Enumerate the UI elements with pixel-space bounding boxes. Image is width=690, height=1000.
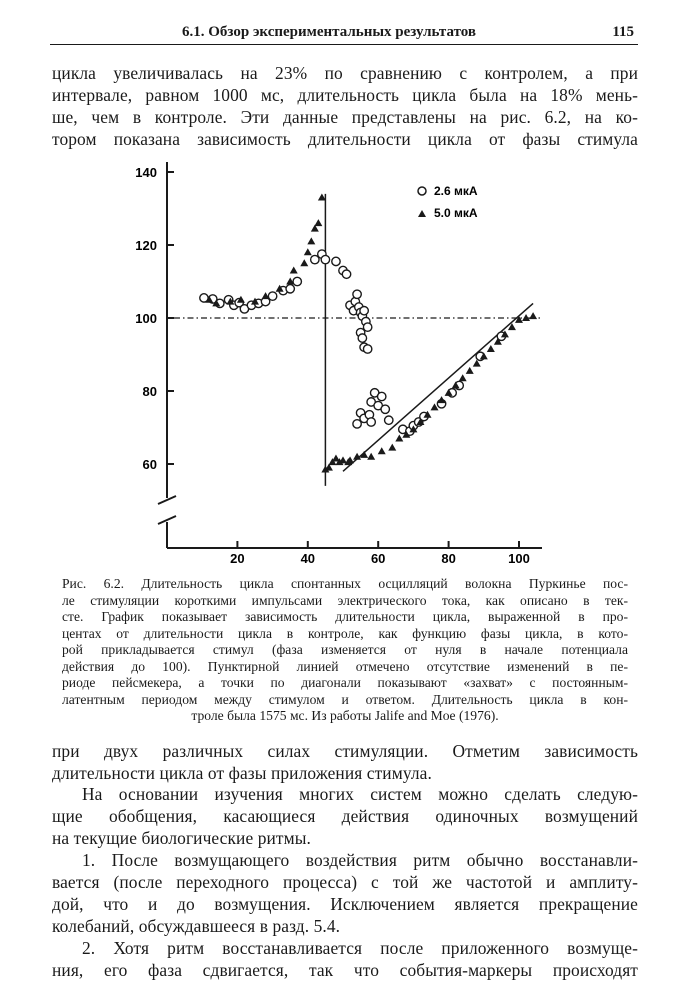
point-2-6-mka [332, 257, 340, 265]
point-2-6-mka [358, 334, 366, 342]
caption-line: рой прикладывается стимул (фаза изменяется от нуля в начале потенциала [62, 642, 628, 657]
point-5-0-mka [395, 434, 403, 441]
x-tick-label: 80 [441, 551, 456, 566]
point-2-6-mka [293, 277, 301, 285]
legend [418, 184, 478, 220]
body-paragraph-3 [52, 849, 638, 937]
text-line: ше, чем в контроле. Эти данные представлены на рис. 6.2, на ко- [52, 107, 638, 127]
point-5-0-mka [515, 316, 523, 323]
top-paragraph [52, 62, 638, 150]
page-number: 115 [612, 24, 634, 40]
text-line: тором показана зависимость длительности цикла от фазы стимула [52, 129, 638, 149]
point-2-6-mka [321, 255, 329, 263]
y-tick-label: 60 [142, 457, 157, 472]
text-line: 2. Хотя ритм восстанавливается после приложенного возмуще- [82, 938, 638, 958]
point-5-0-mka [388, 444, 396, 451]
phase-response-chart [0, 150, 690, 570]
point-2-6-mka [360, 307, 368, 315]
point-2-6-mka [363, 345, 371, 353]
point-5-0-mka [307, 237, 315, 244]
point-5-0-mka [367, 453, 375, 460]
point-5-0-mka [300, 259, 308, 266]
point-5-0-mka [378, 447, 386, 454]
tick-group [135, 165, 530, 566]
point-5-0-mka [459, 374, 467, 381]
body-paragraph-1 [52, 740, 638, 784]
y-tick-label: 80 [142, 384, 157, 399]
point-2-6-mka [286, 285, 294, 293]
text-line: На основании изучения многих систем можно сделать следую- [82, 784, 638, 804]
y-tick-label: 100 [135, 311, 157, 326]
point-5-0-mka [487, 345, 495, 352]
point-2-6-mka [367, 418, 375, 426]
point-2-6-mka [381, 405, 389, 413]
caption-line: Рис. 6.2. Длительность цикла спонтанных осцилляций волокна Пуркинье пос- [62, 576, 628, 591]
point-2-6-mka [385, 416, 393, 424]
point-5-0-mka [466, 367, 474, 374]
body-paragraph-2 [52, 783, 638, 849]
point-5-0-mka [290, 267, 298, 274]
caption-line: риоде пейсмекера, а точки по диагонали показывают «захват» с постоянным- [62, 675, 628, 690]
legend-label-2-6: 2.6 мкА [434, 184, 478, 198]
data-points [200, 194, 537, 473]
legend-circle-marker [418, 187, 426, 195]
y-tick-label: 120 [135, 238, 157, 253]
y-tick-label: 140 [135, 165, 157, 180]
point-5-0-mka [346, 456, 354, 463]
legend-triangle-marker [418, 210, 426, 217]
text-line: дой, что и до возмущения. Исключением является прекращение [52, 894, 638, 914]
legend-label-5-0: 5.0 мкА [434, 206, 478, 220]
text-line: цикла увеличивалась на 23% по сравнению с контролем, а при [52, 63, 638, 83]
text-line: щие обобщения, касающиеся действия одиночных возмущений [52, 806, 638, 826]
point-5-0-mka [529, 312, 537, 319]
text-line: длительности цикла от фазы приложения стимула. [52, 763, 432, 783]
point-2-6-mka [353, 290, 361, 298]
point-2-6-mka [342, 270, 350, 278]
point-5-0-mka [314, 219, 322, 226]
chapter-section-title: 6.1. Обзор экспериментальных результатов [182, 24, 476, 40]
x-tick-label: 40 [300, 551, 316, 566]
point-5-0-mka [304, 248, 312, 255]
text-line: колебаний, обсуждавшееся в разд. 5.4. [52, 916, 341, 936]
caption-last-line: троле была 1575 мс. Из работы Jalife and Moe (1976). [191, 708, 499, 723]
text-line: при двух различных силах стимуляции. Отметим зависимость [52, 741, 638, 761]
text-line: ния, его фаза сдвигается, так что события-маркеры происходят [52, 960, 638, 980]
running-header [50, 18, 638, 45]
body-paragraph-4 [52, 937, 638, 981]
caption-line: ле стимуляции короткими импульсами электрического тока, как описано в тек- [62, 592, 628, 608]
point-5-0-mka [438, 396, 446, 403]
caption-line: центах от длительности цикла в контроле, как функцию фазы цикла, в кото- [62, 625, 628, 641]
x-tick-label: 100 [508, 551, 530, 566]
point-2-6-mka [378, 392, 386, 400]
text-line: интервале, равном 1000 мс, длительность цикла была на 18% мень- [52, 85, 638, 105]
caption-line: действия до 100). Пунктирной линией отмечено отсутствие изменений в пе- [62, 658, 628, 674]
text-line: вается (после переходного процесса) с той же частотой и амплиту- [52, 872, 638, 892]
caption-line: латентным периодом между стимулом и ответом. Длительность цикла в кон- [62, 691, 628, 707]
x-tick-label: 20 [230, 551, 245, 566]
figure-caption [62, 576, 628, 725]
x-tick-label: 60 [370, 551, 386, 566]
text-line: 1. После возмущающего воздействия ритм обычно восстанавли- [82, 850, 638, 870]
point-2-6-mka [268, 292, 276, 300]
text-line: на текущие биологические ритмы. [52, 828, 311, 848]
caption-line: сте. График показывает зависимость длительности цикла, выраженной в про- [62, 609, 628, 624]
